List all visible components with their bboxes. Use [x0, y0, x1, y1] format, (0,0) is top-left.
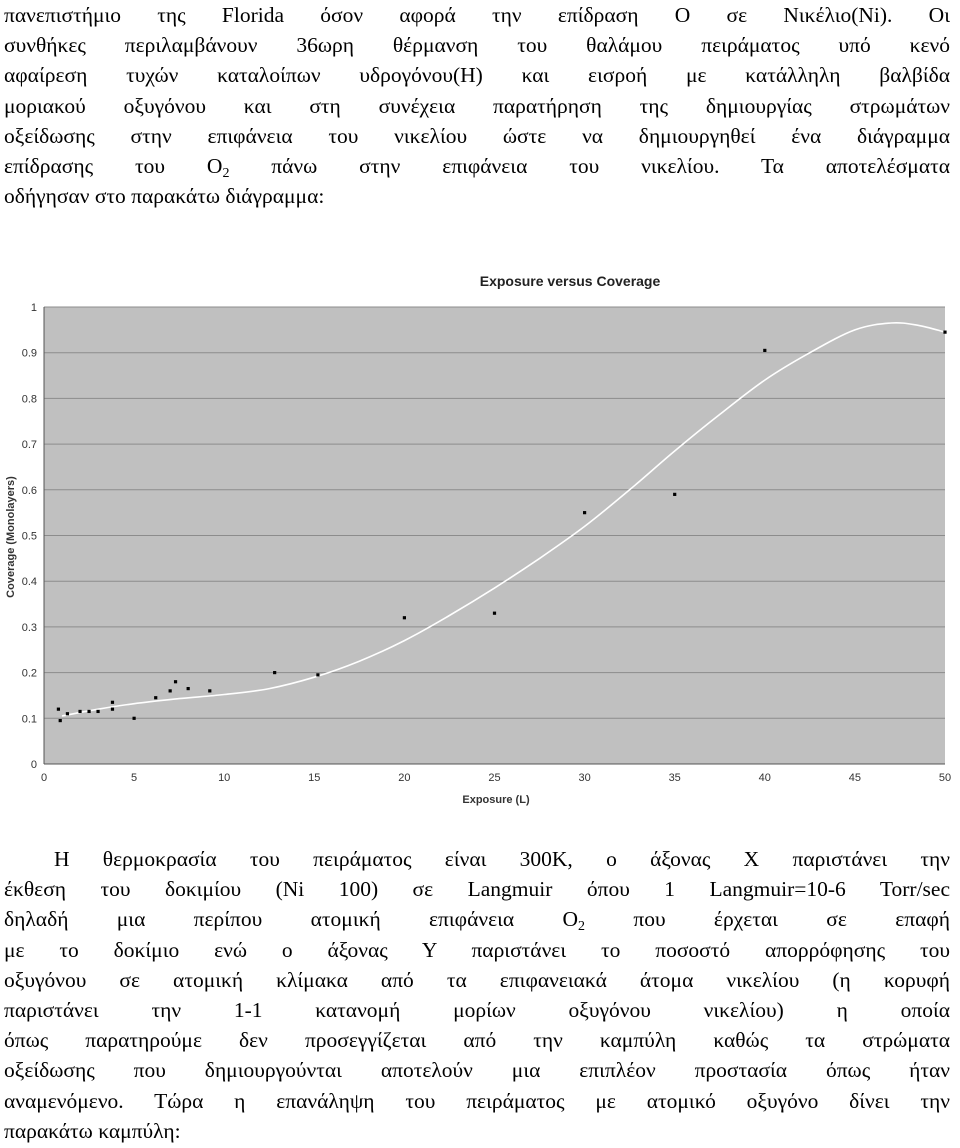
text-fragment: πάνω στην επιφάνεια του νικελίου. Τα αποτελέσματα [229, 154, 951, 179]
data-point [154, 696, 157, 699]
data-point [66, 712, 69, 715]
y-tick-label: 0.7 [21, 439, 37, 452]
y-axis-title: Coverage (Monolayers) [5, 476, 17, 598]
data-point [174, 680, 177, 683]
data-point [59, 719, 62, 722]
data-point [187, 687, 190, 690]
x-tick-label: 45 [848, 772, 862, 784]
x-tick-label: 15 [308, 772, 321, 784]
text-line: οξείδωσης που δημιουργούνται αποτελούν μια επιπλέον προστασία όπως ήταν [4, 1058, 950, 1083]
data-point [316, 673, 319, 676]
exposure-coverage-chart [0, 262, 960, 812]
data-point [493, 612, 496, 615]
x-tick-label: 5 [131, 772, 138, 784]
data-point [273, 671, 276, 674]
data-point [763, 349, 766, 352]
text-line: έκθεση του δοκιμίου (Ni 100) σε Langmuir όπου 1 Langmuir=10-6 Torr/sec [4, 877, 950, 902]
text-line: αναμενόμενο. Τώρα η επανάληψη του πειράματος με ατομικό οξυγόνο δίνει την [4, 1088, 950, 1113]
data-point [96, 710, 99, 713]
subscript: 2 [578, 919, 586, 935]
text-line: Η θερμοκρασία του πειράματος είναι 300K, o άξονας Χ παριστάνει την [54, 847, 950, 871]
y-tick-label: 0.6 [21, 484, 37, 497]
text-line: αφαίρεση τυχών καταλοίπων υδρογόνου(Η) και εισροή με κατάλληλη βαλβίδα [4, 63, 950, 88]
data-point [403, 616, 406, 619]
chart-title: Exposure versus Coverage [479, 273, 661, 289]
data-point [133, 717, 136, 720]
text-line: όπως παρατηρούμε δεν προσεγγίζεται από την καμπύλη καθώς τα στρώματα [4, 1028, 950, 1053]
data-point [111, 701, 114, 704]
text-line: παριστάνει την 1-1 κατανομή μορίων οξυγόνου νικελίου) η οποία [4, 998, 950, 1023]
data-point [87, 710, 90, 713]
data-point [673, 493, 676, 496]
data-point [169, 689, 172, 692]
data-point [208, 689, 211, 692]
data-point [943, 331, 946, 334]
explanation-paragraph [4, 844, 950, 1146]
text-line: μοριακού οξυγόνου και στη συνέχεια παρατήρηση της δημιουργίας στρωμάτων [4, 93, 950, 118]
x-tick-label: 30 [578, 772, 591, 784]
x-tick-label: 35 [668, 772, 681, 784]
x-tick-label: 20 [398, 772, 411, 784]
text-line: οξυγόνου σε ατομική κλίμακα από τα επιφανειακά άτομα νικελίου (η κορυφή [4, 967, 950, 992]
y-tick-label: 0.5 [21, 530, 37, 543]
text-line: οξείδωσης στην επιφάνεια του νικελίου ώστε να δημιουργηθεί ένα διάγραμμα [4, 123, 950, 148]
y-tick-label: 0.4 [21, 576, 37, 589]
text-fragment: δηλαδή μια περίπου ατομική επιφάνεια Ο [4, 907, 579, 932]
y-tick-label: 1 [30, 302, 37, 314]
text-fragment: επίδρασης του Ο [4, 154, 223, 179]
text-line: με το δοκίμιο ενώ ο άξονας Υ παριστάνει το ποσοστό απορρόφησης του [4, 937, 950, 962]
text-line: παρακάτω καμπύλη: [4, 1118, 181, 1143]
intro-paragraph [4, 0, 950, 211]
y-tick-label: 0.3 [21, 621, 37, 634]
text-fragment: που έρχεται σε επαφή [585, 907, 951, 932]
text-line: οδήγησαν στο παρακάτω διάγραμμα: [4, 184, 325, 209]
data-point [78, 710, 81, 713]
text-line-with-subscript [4, 904, 950, 934]
x-tick-label: 0 [40, 772, 48, 784]
x-tick-label: 40 [758, 772, 771, 784]
x-axis-title: Exposure (L) [462, 794, 530, 806]
text-line: συνθήκες περιλαμβάνουν 36ωρη θέρμανση του θαλάμου πειράματος υπό κενό [4, 33, 950, 58]
y-tick-label: 0 [30, 759, 37, 771]
data-point [57, 708, 60, 711]
text-line-with-subscript [4, 151, 950, 181]
x-tick-label: 25 [488, 772, 501, 784]
y-tick-label: 0.2 [21, 667, 37, 680]
y-tick-label: 0.9 [21, 347, 37, 360]
x-tick-label: 10 [218, 772, 231, 784]
data-point [111, 708, 114, 711]
x-tick-label: 50 [938, 772, 952, 784]
data-point [583, 511, 586, 514]
y-tick-label: 0.1 [21, 713, 37, 726]
y-tick-label: 0.8 [21, 393, 37, 406]
chart-svg [0, 262, 960, 812]
subscript: 2 [222, 166, 230, 182]
text-line: πανεπιστήμιο της Florida όσον αφορά την επίδραση Ο σε Νικέλιο(Ni). Οι [4, 3, 950, 27]
